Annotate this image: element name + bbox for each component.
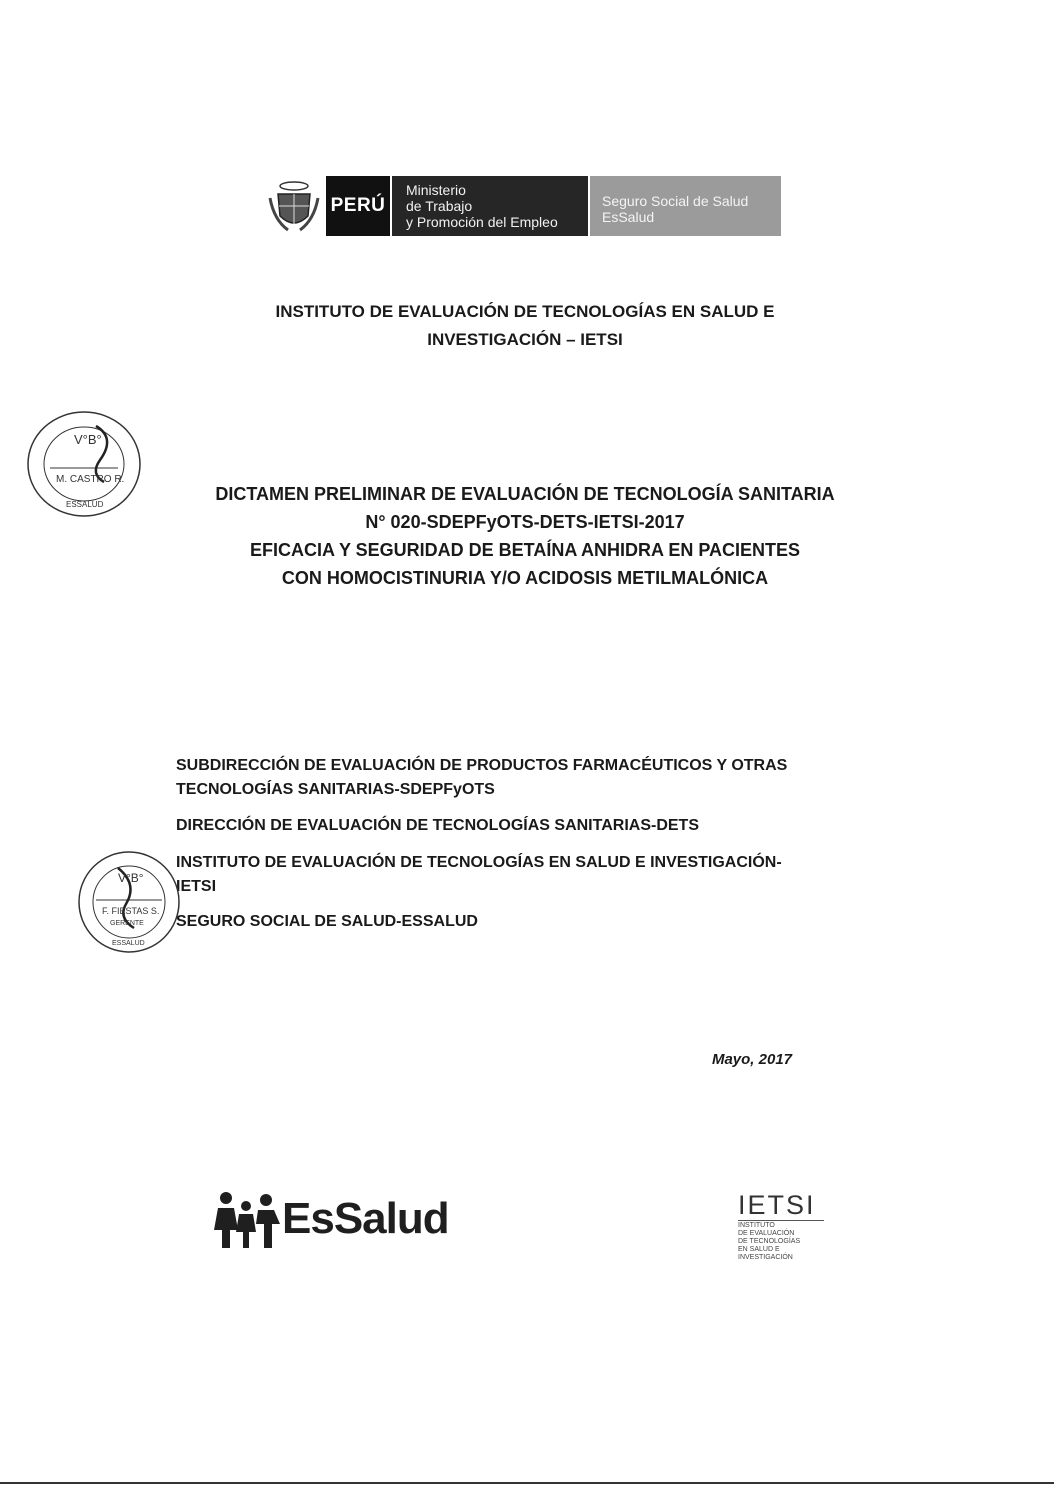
agency-label xyxy=(590,176,781,236)
stamp-vb: V°B° xyxy=(74,432,102,447)
ietsi-sub-line: DE EVALUACIÓN xyxy=(738,1230,795,1237)
stamp-name: M. CASTRO R. xyxy=(56,474,125,485)
institute-title-line: INVESTIGACIÓN – IETSI xyxy=(427,330,623,349)
agency-line: Seguro Social de Salud xyxy=(602,193,749,209)
ministry-label xyxy=(392,176,588,236)
org-line: IETSI xyxy=(176,878,217,895)
ministry-line: y Promoción del Empleo xyxy=(406,214,558,230)
ministry-line: Ministerio xyxy=(406,182,466,198)
ietsi-sub-line: INSTITUTO xyxy=(738,1222,775,1229)
ietsi-sub-line: INVESTIGACIÓN xyxy=(738,1254,793,1261)
stamp-role: GERENTE xyxy=(110,920,144,927)
government-banner xyxy=(268,174,781,238)
stamp-vb: V°B° xyxy=(118,871,144,885)
dictamen-line: EFICACIA Y SEGURIDAD DE BETAÍNA ANHIDRA EN PACIENTES xyxy=(249,540,801,560)
ietsi-sub-line: DE TECNOLOGÍAS xyxy=(738,1238,801,1245)
manager-stamp xyxy=(74,848,184,956)
agency-line: EsSalud xyxy=(602,209,655,225)
ietsi-logo-subtitle xyxy=(738,1220,824,1262)
ietsi-logo xyxy=(738,1192,838,1272)
org-direccion xyxy=(176,814,896,838)
dictamen-number: N° 020-SDEPFyOTS-DETS-IETSI-2017 xyxy=(365,512,685,532)
stamp-ring-text: ESSALUD xyxy=(66,500,104,509)
org-subdireccion xyxy=(176,754,896,802)
org-line: SEGURO SOCIAL DE SALUD-ESSALUD xyxy=(176,913,478,930)
dictamen-title xyxy=(120,480,930,592)
org-line: DIRECCIÓN DE EVALUACIÓN DE TECNOLOGÍAS SANITARIAS-DETS xyxy=(176,817,699,834)
org-seguro-social xyxy=(176,910,896,934)
ietsi-sub-line: EN SALUD E xyxy=(738,1246,780,1253)
org-instituto xyxy=(176,851,896,899)
org-line: INSTITUTO DE EVALUACIÓN DE TECNOLOGÍAS EN SALUD E INVESTIGACIÓN- xyxy=(176,854,782,871)
essalud-family-icon xyxy=(214,1190,280,1250)
peru-label: PERÚ xyxy=(326,176,390,236)
essalud-logo-text: EsSalud xyxy=(282,1194,449,1243)
stamp-ring-text: ESSALUD xyxy=(112,940,145,947)
ministry-line: de Trabajo xyxy=(406,198,473,214)
ietsi-logo-text: IETSI xyxy=(738,1190,816,1220)
dictamen-line: DICTAMEN PRELIMINAR DE EVALUACIÓN DE TECNOLOGÍA SANITARIA xyxy=(215,484,835,504)
dictamen-line: CON HOMOCISTINURIA Y/O ACIDOSIS METILMALÓNICA xyxy=(281,568,769,588)
essalud-logo xyxy=(214,1188,464,1252)
stamp-name: F. FIESTAS S. xyxy=(102,906,160,916)
institute-title xyxy=(160,298,890,354)
org-line: TECNOLOGÍAS SANITARIAS-SDEPFyOTS xyxy=(176,781,495,798)
institute-title-line: INSTITUTO DE EVALUACIÓN DE TECNOLOGÍAS EN SALUD E xyxy=(275,302,775,321)
page-bottom-rule xyxy=(0,1482,1054,1484)
peru-coat-of-arms-icon xyxy=(268,176,320,234)
org-line: SUBDIRECCIÓN DE EVALUACIÓN DE PRODUCTOS FARMACÉUTICOS Y OTRAS xyxy=(176,757,788,774)
document-date: Mayo, 2017 xyxy=(711,1051,792,1068)
